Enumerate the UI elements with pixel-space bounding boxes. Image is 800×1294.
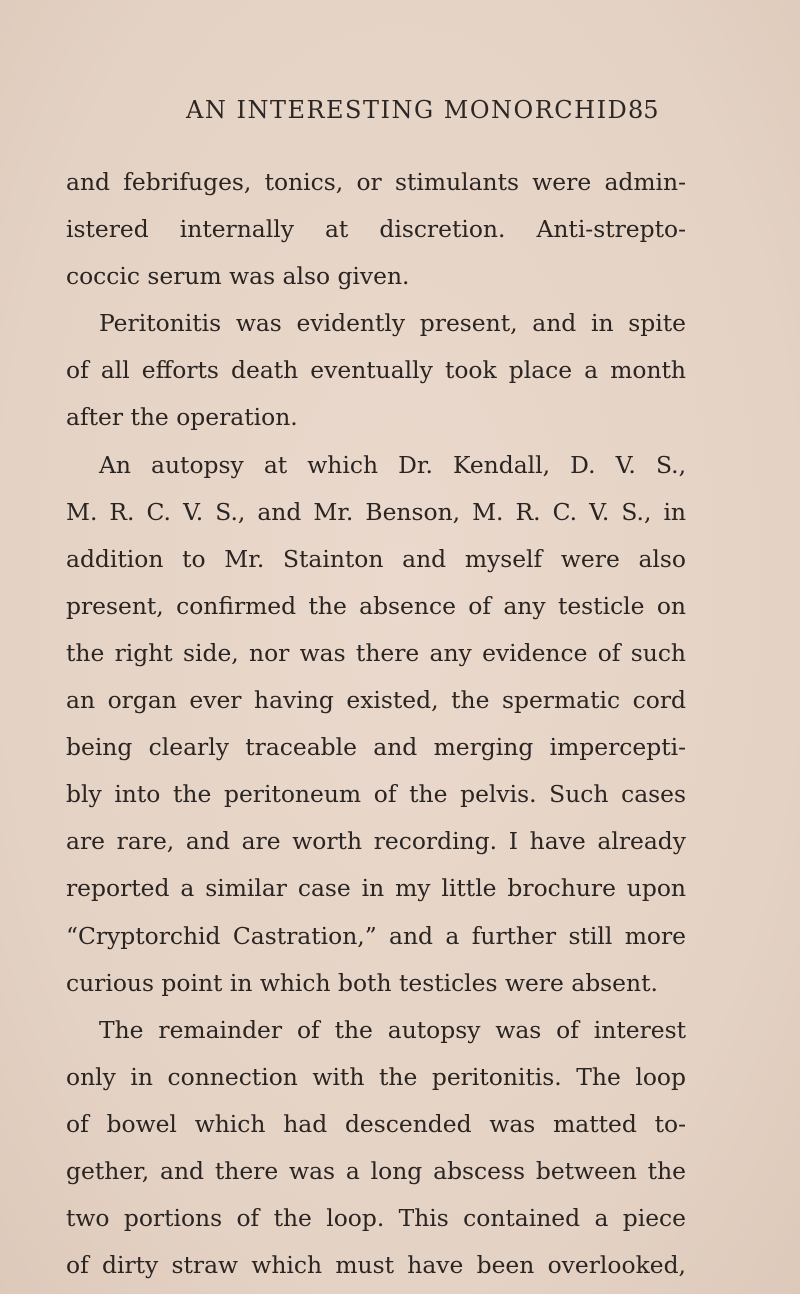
- text-line: An autopsy at which Dr. Kendall, D. V. S.,: [99, 450, 686, 479]
- running-title: AN INTERESTING MONORCHID: [186, 96, 629, 124]
- text-line: and febrifuges, tonics, or stimulants were admin-: [66, 168, 686, 196]
- text-line: of dirty straw which must have been overlooked,: [66, 1251, 686, 1280]
- text-line: M. R. C. V. S., and Mr. Benson, M. R. C. V. S., in: [66, 497, 686, 526]
- text-line: being clearly traceable and merging impercepti-: [66, 733, 686, 762]
- running-head: [0, 96, 800, 136]
- text-line: reported a similar case in my little brochure upon: [66, 874, 686, 903]
- text-line: The remainder of the autopsy was of interest: [99, 1015, 686, 1044]
- body-text: [66, 159, 686, 1289]
- text-line: only in connection with the peritonitis. The loop: [66, 1062, 686, 1091]
- text-line: after the operation.: [66, 403, 298, 432]
- text-line: present, confirmed the absence of any testicle on: [66, 591, 686, 620]
- text-line: gether, and there was a long abscess between the: [66, 1156, 686, 1185]
- text-line: of all efforts death eventually took place a month: [66, 356, 686, 385]
- text-line: of bowel which had descended was matted to-: [66, 1109, 686, 1138]
- text-line: Peritonitis was evidently present, and in spite: [99, 309, 686, 338]
- page-number: 85: [628, 96, 659, 124]
- text-line: curious point in which both testicles were absent.: [66, 968, 658, 997]
- text-line: two portions of the loop. This contained a piece: [66, 1204, 686, 1233]
- text-line: istered internally at discretion. Anti-strepto-: [66, 215, 686, 244]
- text-line: “Cryptorchid Castration,” and a further still more: [66, 921, 686, 950]
- text-line: an organ ever having existed, the spermatic cord: [66, 686, 686, 715]
- text-line: bly into the peritoneum of the pelvis. Such cases: [66, 780, 686, 809]
- text-line: are rare, and are worth recording. I have already: [66, 827, 686, 856]
- text-line: the right side, nor was there any evidence of such: [66, 638, 686, 667]
- text-line: addition to Mr. Stainton and myself were also: [66, 544, 686, 573]
- text-line: coccic serum was also given.: [66, 262, 410, 291]
